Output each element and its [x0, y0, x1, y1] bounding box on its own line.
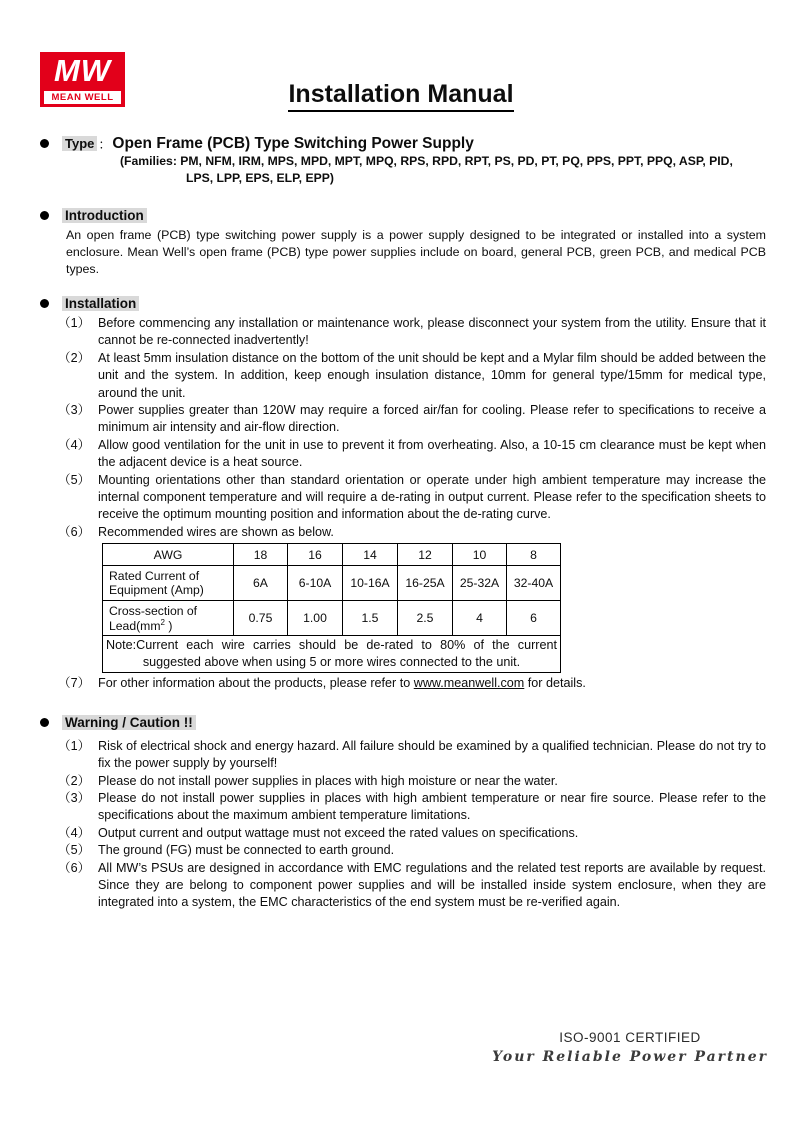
table-cell: 1.00	[288, 601, 343, 636]
families-line2: LPS, LPP, EPS, ELP, EPP)	[186, 170, 334, 185]
table-row	[103, 601, 561, 636]
table-cell: 0.75	[234, 601, 288, 636]
row-label-line2-end: )	[164, 618, 173, 633]
item-number: （4）	[58, 825, 91, 840]
list-item	[58, 524, 766, 541]
recommended-wires-table	[102, 543, 561, 673]
table-header-row	[103, 544, 561, 566]
meanwell-link[interactable]: www.meanwell.com	[413, 676, 525, 691]
table-cell: 6A	[234, 566, 288, 601]
item-number: （5）	[58, 843, 91, 858]
table-header-cell: 12	[398, 544, 453, 566]
table-header-cell: 10	[453, 544, 507, 566]
row-label-line2: Lead(mm	[109, 618, 161, 633]
table-cell: 6-10A	[288, 566, 343, 601]
table-note-cell	[103, 636, 561, 673]
bullet-icon	[40, 139, 49, 148]
item-number: （3）	[58, 403, 91, 418]
item-text: All MW’s PSUs are designed in accordance with EMC regulations and the related test reports are available by request. Since they are belong to component power supplies and will be installed inside system enclosure, when they are integrated into a system, the EMC characteristics of the end system must be re-verified again.	[98, 860, 766, 910]
table-header-cell: 16	[288, 544, 343, 566]
row-label-line1: Cross-section of	[109, 603, 198, 618]
table-row	[103, 566, 561, 601]
table-note-line2: suggested above when using 5 or more wires connected to the unit.	[142, 655, 521, 670]
item-number: （6）	[58, 524, 91, 539]
warning-header	[40, 715, 766, 730]
installation-header	[40, 296, 766, 311]
table-note-line1: Note:Current each wire carries should be de-rated to 80% of the current	[106, 638, 557, 653]
row-label: Rated Current of Equipment (Amp)	[103, 566, 234, 601]
item-number: （4）	[58, 437, 91, 452]
introduction-body: An open frame (PCB) type switching power supply is a power supply designed to be integrated or installed into a system enclosure. Mean Well’s open frame (PCB) type power supplies include on board, general PCB, green PCB, and medical PCB types.	[66, 228, 766, 276]
type-section-header	[40, 134, 766, 153]
item-text: Before commencing any installation or maintenance work, please disconnect your system from the utility. Ensure that it cannot be re-connected inadvertently!	[98, 316, 766, 348]
item-number: （2）	[58, 350, 91, 365]
warning-list	[58, 738, 766, 912]
item-text: Power supplies greater than 120W may require a forced air/fan for cooling. Please refer to specifications to receive a minimum air intensity and air-flow direction.	[98, 403, 766, 435]
item-number: （1）	[58, 738, 91, 753]
item-number: （3）	[58, 790, 91, 805]
list-item	[58, 350, 766, 402]
logo-brand-text: MEAN WELL	[44, 91, 121, 104]
logo-mw-text: MW	[53, 53, 112, 88]
item-text-after: for details.	[524, 676, 586, 691]
list-item	[58, 315, 766, 350]
introduction-heading: Introduction	[62, 208, 147, 223]
item-number: （7）	[58, 676, 91, 691]
warning-heading: Warning / Caution !!	[62, 715, 196, 730]
table-cell: 10-16A	[343, 566, 398, 601]
item-text: Risk of electrical shock and energy hazard. All failure should be examined by a qualified technician. Please do not try to fix the power supply by yourself!	[98, 738, 766, 771]
table-cell: 4	[453, 601, 507, 636]
families-line1: (Families: PM, NFM, IRM, MPS, MPD, MPT, MPQ, RPS, RPD, RPT, PS, PD, PT, PQ, PPS, PPT, PPQ, ASP, PID,	[120, 154, 733, 168]
item-text: Allow good ventilation for the unit in use to prevent it from overheating. Also, a 10-15 cm clearance must be kept when the adjacent device is a heat source.	[98, 437, 766, 470]
slogan-text: Your Reliable Power Partner	[492, 1049, 768, 1065]
bullet-icon	[40, 718, 49, 727]
table-cell: 16-25A	[398, 566, 453, 601]
row-label-sup: 2	[160, 617, 165, 627]
list-item	[58, 738, 766, 773]
item-text: The ground (FG) must be connected to earth ground.	[98, 843, 395, 858]
table-note-row	[103, 636, 561, 673]
item-text: Please do not install power supplies in places with high ambient temperature or near fire source. Please refer to the specifications about the maximum ambient temperature limitations.	[98, 790, 766, 823]
table-cell: 25-32A	[453, 566, 507, 601]
introduction-header	[40, 208, 766, 223]
list-item	[58, 825, 766, 842]
list-item	[58, 790, 766, 825]
table-cell: 32-40A	[507, 566, 561, 601]
type-value: Open Frame (PCB) Type Switching Power Supply	[112, 134, 474, 152]
item-text	[98, 675, 766, 692]
table-header-cell: AWG	[103, 544, 234, 566]
type-label: Type	[62, 136, 97, 151]
document-content	[40, 132, 766, 912]
list-item	[58, 842, 766, 859]
table-header-cell: 18	[234, 544, 288, 566]
footer	[492, 1030, 768, 1065]
list-item	[58, 675, 766, 692]
installation-list	[58, 315, 766, 693]
table-header-cell: 14	[343, 544, 398, 566]
table-cell: 2.5	[398, 601, 453, 636]
table-header-cell: 8	[507, 544, 561, 566]
row-label	[103, 601, 234, 636]
wire-table-wrap	[102, 543, 766, 673]
item-text: Output current and output wattage must not exceed the rated values on specifications.	[98, 825, 579, 840]
list-item	[58, 402, 766, 437]
bullet-icon	[40, 299, 49, 308]
item-text: Recommended wires are shown as below.	[98, 524, 334, 539]
item-text: Mounting orientations other than standard orientation or operate under high ambient temperature may increase the internal component temperature and will require a de-rating in output current. Please refer to the specification sheets to receive the optimum mounting position and information about the de-rating curve.	[98, 472, 766, 522]
item-text-before: For other information about the products, please refer to	[98, 676, 414, 691]
item-number: （6）	[58, 860, 91, 875]
list-item	[58, 472, 766, 524]
table-cell: 1.5	[343, 601, 398, 636]
bullet-icon	[40, 211, 49, 220]
table-cell: 6	[507, 601, 561, 636]
list-item	[58, 437, 766, 472]
item-number: （5）	[58, 472, 91, 487]
page-title: Installation Manual	[288, 80, 513, 112]
type-colon: ：	[98, 137, 112, 152]
list-item	[58, 860, 766, 912]
iso-certified-text: ISO-9001 CERTIFIED	[559, 1030, 701, 1045]
item-number: （2）	[58, 773, 91, 788]
item-text: Please do not install power supplies in places with high moisture or near the water.	[98, 773, 558, 788]
item-text: At least 5mm insulation distance on the bottom of the unit should be kept and a Mylar film should be added between the unit and the system. In addition, keep enough insulation distance, 10mm for general type/15mm for medical type, around the unit.	[98, 350, 766, 400]
installation-heading: Installation	[62, 296, 139, 311]
title-wrap	[0, 80, 802, 112]
item-number: （1）	[58, 316, 91, 330]
list-item	[58, 773, 766, 790]
